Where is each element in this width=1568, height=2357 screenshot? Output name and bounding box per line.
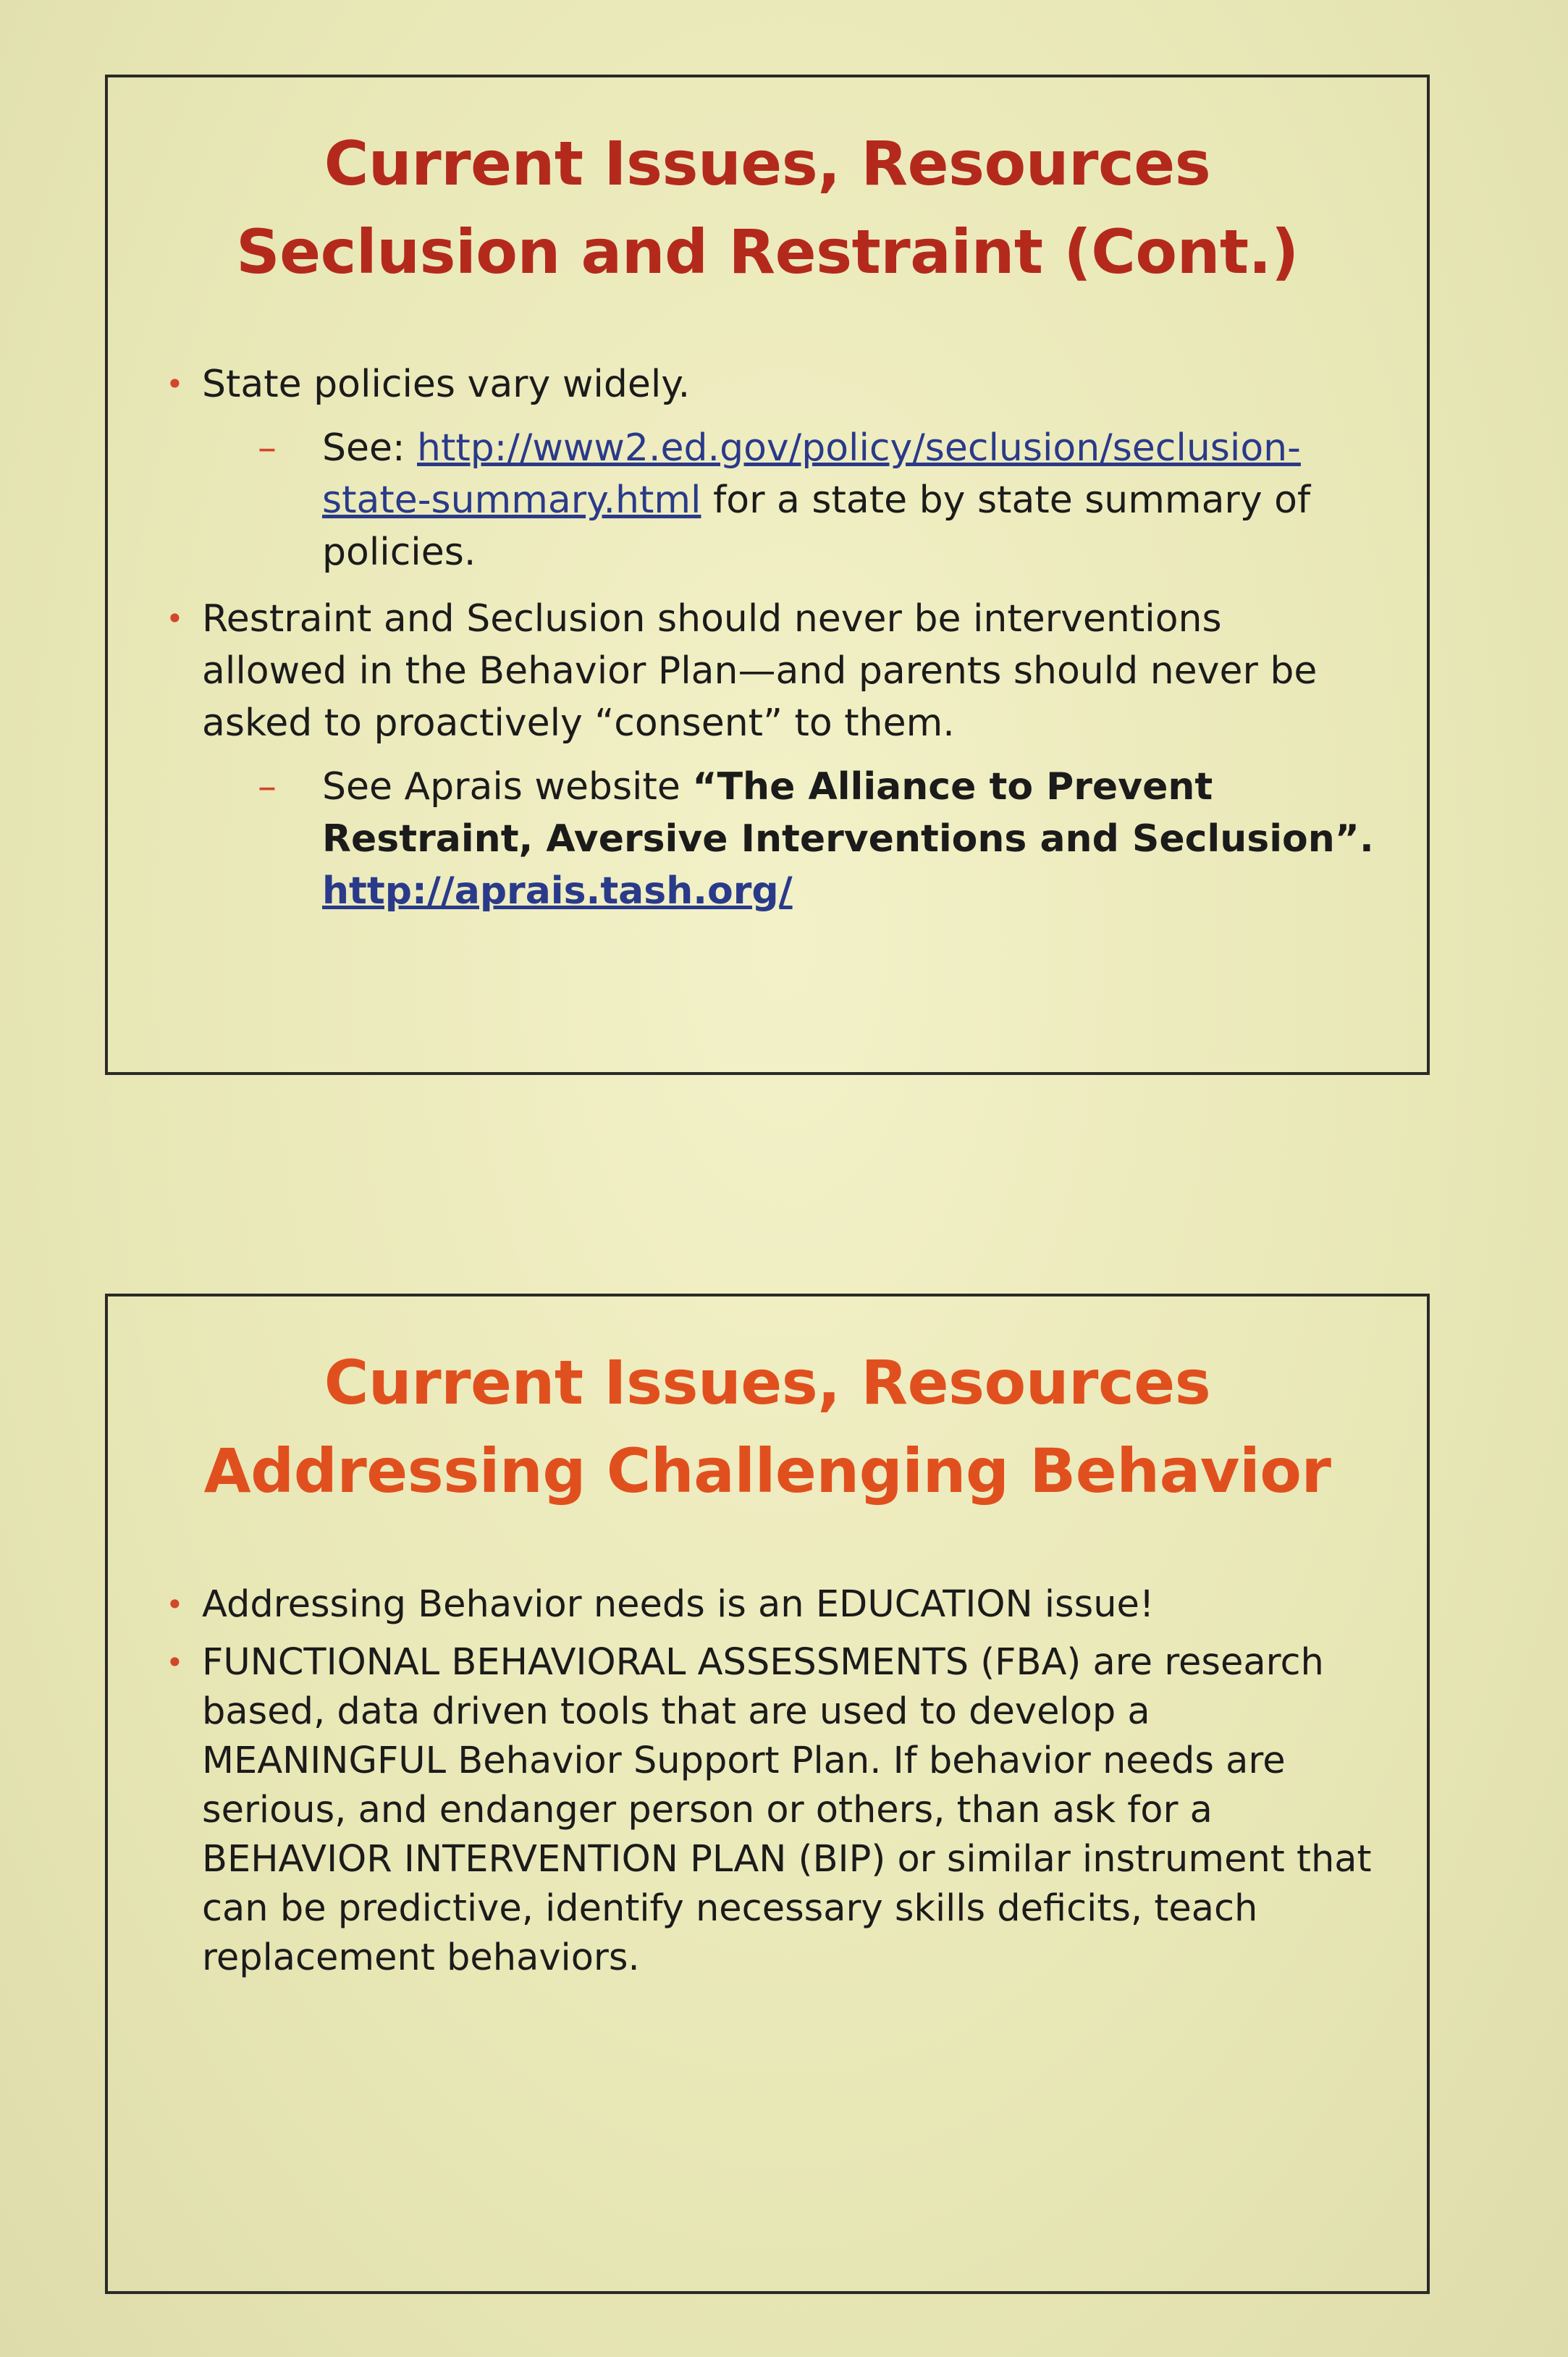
slide-title-line2: Seclusion and Restraint (Cont.) xyxy=(236,216,1299,287)
bullet-item-fba xyxy=(166,1638,1376,1983)
slide-title-line1: Current Issues, Resources xyxy=(324,1347,1211,1418)
alliance-name: “The Alliance to Prevent Restraint, Aversive Interventions and Seclusion”. xyxy=(322,765,1374,861)
sub-item-aprais xyxy=(166,761,1376,917)
bullet-icon: • xyxy=(166,601,184,636)
bullet-icon: • xyxy=(166,366,184,402)
slide-title xyxy=(108,119,1427,296)
slide-title-line2: Addressing Challenging Behavior xyxy=(203,1435,1331,1506)
bullet-text: Restraint and Seclusion should never be interventions allowed in the Behavior Plan—and parents should never be asked to proactively “consent” to them. xyxy=(202,597,1318,745)
bullet-text: State policies vary widely. xyxy=(202,363,691,406)
bullet-list xyxy=(166,358,1376,932)
bullet-list xyxy=(166,1580,1376,1991)
slide-title-line1: Current Issues, Resources xyxy=(324,128,1211,199)
bullet-item-state-policies xyxy=(166,358,1376,410)
sub-text-prefix: See Aprais website xyxy=(322,765,693,809)
slide-title xyxy=(108,1338,1427,1515)
bullet-icon: • xyxy=(166,1645,184,1680)
sub-text-suffix: for a state by state summary of policies. xyxy=(322,478,1311,574)
bullet-item-education-issue xyxy=(166,1580,1376,1629)
sub-item-state-summary xyxy=(166,422,1376,578)
aprais-link[interactable]: http://aprais.tash.org/ xyxy=(322,869,793,913)
dash-icon: – xyxy=(258,426,277,470)
bullet-item-restraint-seclusion xyxy=(166,593,1376,749)
bullet-text: FUNCTIONAL BEHAVIORAL ASSESSMENTS (FBA) are research based, data driven tools that are used to develop a MEANINGFUL Behavior Support Plan. If behavior needs are serious, and endanger person or others, than ask for a BEHAVIOR INTERVENTION PLAN (BIP) or similar instrument that can be predictive, identify necessary skills deficits, teach replacement behaviors. xyxy=(202,1641,1372,1979)
sub-text-prefix: See: xyxy=(322,426,418,470)
bullet-icon: • xyxy=(166,1587,184,1622)
state-summary-link[interactable]: http://www2.ed.gov/policy/seclusion/seclusion-state-summary.html xyxy=(322,426,1301,522)
dash-icon: – xyxy=(258,765,277,809)
slide-seclusion-restraint xyxy=(105,75,1430,1075)
slide-challenging-behavior xyxy=(105,1294,1430,2294)
bullet-text: Addressing Behavior needs is an EDUCATION issue! xyxy=(202,1583,1155,1626)
